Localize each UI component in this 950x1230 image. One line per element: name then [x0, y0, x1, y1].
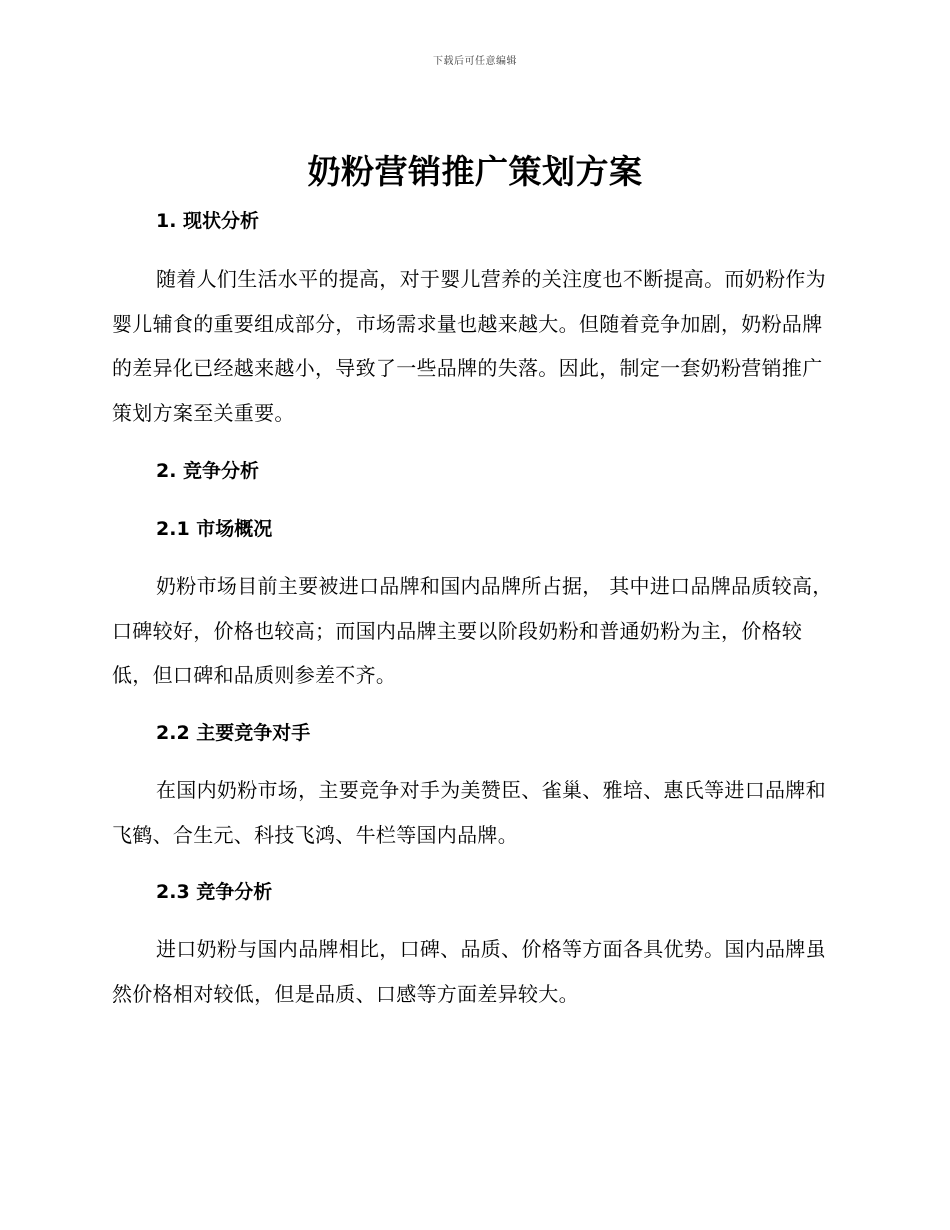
- section-paragraph-2-2: 在国内奶粉市场，主要竞争对手为美赞臣、雀巢、雅培、惠氏等进口品牌和飞鹤、合生元、科技飞鸿、牛栏等国内品牌。: [112, 778, 826, 847]
- section-heading-2-3: 2.3 竞争分析: [156, 881, 273, 903]
- document-title: 奶粉营销推广策划方案: [307, 152, 643, 191]
- header-note: 下载后可任意编辑: [433, 56, 517, 67]
- section-heading-2-1: 2.1 市场概况: [156, 518, 273, 540]
- section-heading-1: 1. 现状分析: [156, 210, 260, 232]
- section-paragraph-2-1: 奶粉市场目前主要被进口品牌和国内品牌所占据， 其中进口品牌品质较高，口碑较好，价格也较高；而国内品牌主要以阶段奶粉和普通奶粉为主，价格较低，但口碑和品质则参差不齐。: [112, 574, 833, 687]
- section-paragraph-2-3: 进口奶粉与国内品牌相比，口碑、品质、价格等方面各具优势。国内品牌虽然价格相对较低，但是品质、口感等方面差异较大。: [112, 937, 826, 1006]
- section-paragraph-1: 随着人们生活水平的提高，对于婴儿营养的关注度也不断提高。而奶粉作为婴儿辅食的重要组成部分，市场需求量也越来越大。但随着竞争加剧，奶粉品牌的差异化已经越来越小，导致了一些品牌的失落。因此，制定一套奶粉营销推广策划方案至关重要。: [112, 267, 826, 425]
- section-heading-2-2: 2.2 主要竞争对手: [156, 722, 311, 744]
- section-heading-2: 2. 竞争分析: [156, 460, 260, 482]
